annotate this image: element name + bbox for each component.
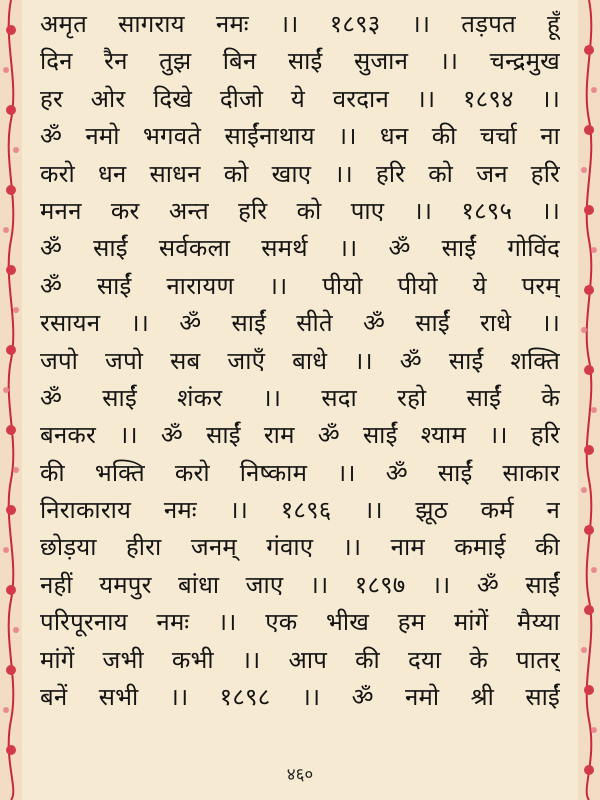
verse-text-block bbox=[40, 6, 560, 758]
verse-line-10: जपो जपो सब जाएँ बाधे ।। ॐ साईं शक्ति bbox=[40, 346, 560, 375]
rose-vine-decoration bbox=[578, 0, 600, 800]
verse-line-3: हर ओर दिखे दीजो ये वरदान ।। १८९४ ।। bbox=[40, 84, 560, 113]
verse-line-9: रसायन ।। ॐ साईं सीते ॐ साईं राधे ।। bbox=[40, 309, 560, 338]
verse-line-7: ॐ साईं सर्वकला समर्थ ।। ॐ साईं गोविंद bbox=[40, 234, 560, 263]
verse-line-17: परिपूरनाय नमः ।। एक भीख हम मांगें मैय्या bbox=[40, 608, 560, 637]
verse-line-18: मांगें जभी कभी ।। आप की दया के पातर् bbox=[40, 645, 560, 674]
verse-line-12: बनकर ।। ॐ साईं राम ॐ साईं श्याम ।। हरि bbox=[40, 421, 560, 450]
right-rose-border bbox=[578, 0, 600, 800]
verse-line-13: की भक्ति करो निष्काम ।। ॐ साईं साकार bbox=[40, 458, 560, 487]
verse-line-16: नहीं यमपुर बांधा जाए ।। १८९७ ।। ॐ साईं bbox=[40, 570, 560, 599]
verse-line-8: ॐ साईं नारायण ।। पीयो पीयो ये परम् bbox=[40, 271, 560, 300]
verse-line-4: ॐ नमो भगवते साईंनाथाय ।। धन की चर्चा ना bbox=[40, 122, 560, 151]
verse-line-15: छोड़या हीरा जनम् गंवाए ।। नाम कमाई की bbox=[40, 533, 560, 562]
verse-line-2: दिन रैन तुझ बिन साईं सुजान ।। चन्द्रमुख bbox=[40, 47, 560, 76]
verse-line-5: करो धन साधन को खाए ।। हरि को जन हरि bbox=[40, 159, 560, 188]
verse-line-6: मनन कर अन्त हरि को पाए ।। १८९५ ।। bbox=[40, 196, 560, 225]
verse-line-11: ॐ साईं शंकर ।। सदा रहो साईं के bbox=[40, 383, 560, 412]
page-number: ४६० bbox=[286, 765, 314, 785]
rose-vine-decoration bbox=[0, 0, 22, 800]
verse-line-19: बनें सभी ।। १८९८ ।। ॐ नमो श्री साईं bbox=[40, 683, 560, 712]
left-rose-border bbox=[0, 0, 22, 800]
verse-line-1: अमृत सागराय नमः ।। १८९३ ।। तड़पत हूँ bbox=[40, 10, 560, 38]
verse-line-14: निराकाराय नमः ।। १८९६ ।। झूठ कर्म न bbox=[40, 496, 560, 525]
